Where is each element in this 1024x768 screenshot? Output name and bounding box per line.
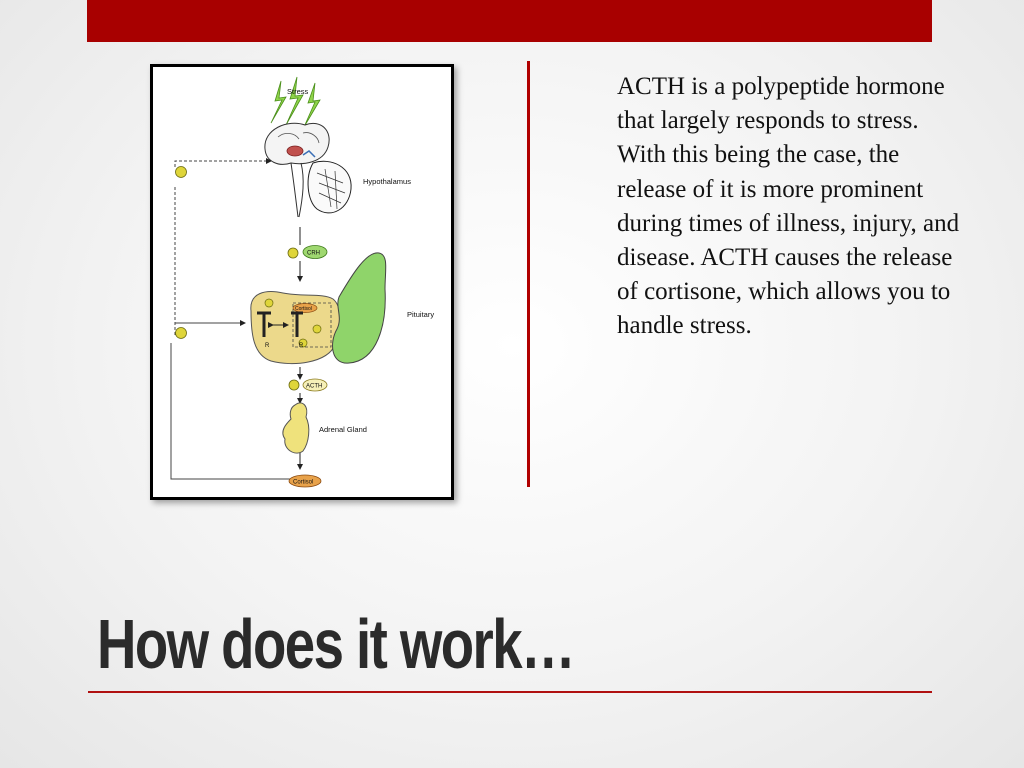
posterior-pituitary-shape (333, 253, 386, 363)
crh-label: CRH (307, 250, 320, 257)
adrenal-gland-shape (283, 403, 309, 453)
hpa-axis-diagram (150, 64, 454, 500)
slide-body-text: ACTH is a polypeptide hormone that largely responds to stress. With this being the case, the release of it is more prominent during times of illness, injury, and disease. ACTH causes the release of cortisone, which allows you to handle stress. (617, 73, 960, 340)
hormone-dot-icon (289, 380, 299, 390)
hormone-dot-icon (176, 167, 187, 178)
pituitary-label: Pituitary (407, 310, 435, 319)
receptor-left-label: R (265, 343, 270, 349)
acth-label: ACTH (306, 383, 323, 390)
lightning-bolt-icon (271, 77, 320, 127)
title-underline (88, 691, 932, 693)
brain-icon (265, 123, 351, 217)
hpa-axis-svg (153, 67, 451, 497)
cortisol-inner-label: Cortisol (295, 306, 312, 312)
hypothalamus-label: Hypothalamus (363, 177, 411, 186)
hormone-dot-icon (265, 299, 273, 307)
hormone-dot-icon (313, 325, 321, 333)
top-accent-bar (87, 0, 932, 42)
stress-label: Stress (287, 87, 309, 96)
cortisol-label: Cortisol (293, 479, 314, 486)
adrenal-gland-label: Adrenal Gland (319, 425, 367, 434)
receptor-right-label: R (299, 343, 304, 349)
hormone-dot-icon (288, 248, 298, 258)
hormone-dot-icon (176, 328, 187, 339)
slide-title: How does it work… (97, 605, 575, 683)
vertical-divider (527, 61, 530, 487)
